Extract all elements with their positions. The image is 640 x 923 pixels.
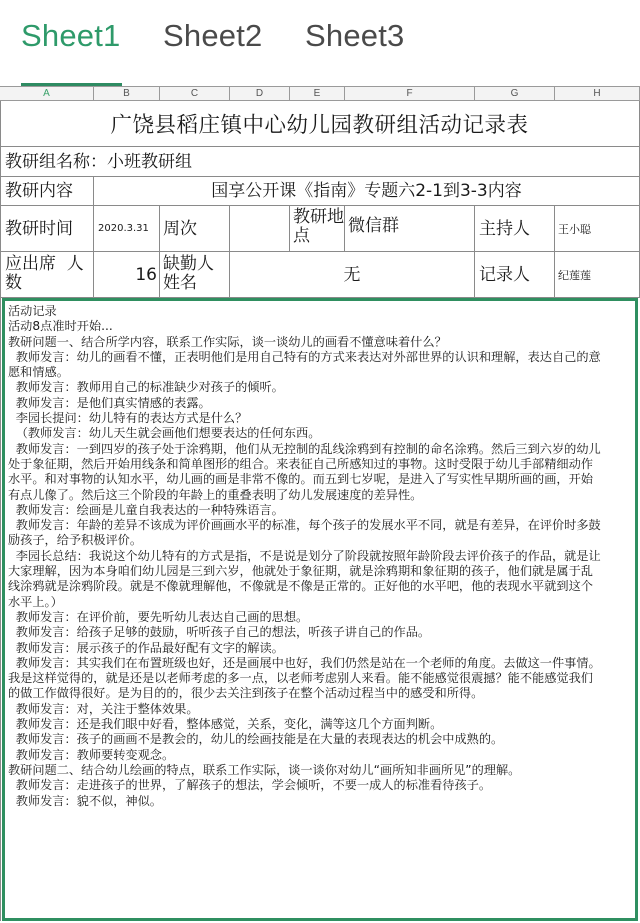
record-line: 教师发言：一到四岁的孩子处于涂鸦期，他们从无控制的乱线涂鸦到有控制的命名涂鸦。然后三到六岁的幼儿 <box>8 441 601 456</box>
attend-label-line2: 数 <box>5 273 22 293</box>
record-line: 有点儿像了。然后这三个阶段的年龄上的重叠表明了幼儿发展速度的差异性。 <box>8 487 423 502</box>
week-value-cell[interactable] <box>230 206 290 252</box>
column-header-h[interactable]: H <box>555 87 640 100</box>
week-label-cell[interactable] <box>160 206 230 252</box>
record-line: 教师发言：教师用自己的标准缺少对孩子的倾听。 <box>8 380 284 395</box>
column-header-row <box>0 86 640 101</box>
recorder-label: 记录人 <box>479 264 530 285</box>
record-line: 教师发言：给孩子足够的鼓励，听听孩子自己的想法，听孩子讲自己的作品。 <box>8 625 431 640</box>
group-name: 教研组名称：小班教研组 <box>5 151 192 172</box>
attend-value-cell[interactable] <box>94 252 160 298</box>
absent-value-cell[interactable] <box>230 252 475 298</box>
record-line: 的做工作做得很好。是为目的的，很少去关注到孩子在整个活动过程当中的感受和所得。 <box>8 686 484 701</box>
location-label-line1: 教研地 <box>293 207 344 227</box>
tab-sheet1[interactable]: Sheet1 <box>21 18 121 53</box>
record-line: 水平。和对事物的认知水平，幼儿画的画是非常不像的。而五到七岁呢，是进入了写实性早期所画的画，开始 <box>8 472 593 487</box>
record-line: 教研问题二、结合幼儿绘画的特点，联系工作实际，谈一谈你对幼儿“画所知非画所见”的理解。 <box>8 762 521 777</box>
column-header-d[interactable]: D <box>230 87 290 100</box>
host-label-cell[interactable] <box>475 206 555 252</box>
absent-label-cell[interactable] <box>160 252 230 298</box>
content-label-cell[interactable] <box>0 177 94 206</box>
host-value: 王小聪 <box>558 222 591 236</box>
host-label: 主持人 <box>479 218 530 239</box>
record-line: 我是这样觉得的，就是还是以老师考虑的多一点，以老师考虑别人来看。能不能感觉很震撼？能不能感觉我们 <box>8 671 593 686</box>
record-line: 大家理解，因为本身咱们幼儿园是三到六岁，他就处于象征期，就是涂鸦期和象征期的孩子，他们就是属于乱 <box>8 564 593 579</box>
time-label: 教研时间 <box>5 218 73 239</box>
record-line: 线涂鸦就是涂鸦阶段。就是不像就理解他，不像就是不像是正常的。正好他的水平吧，他的表现水平就到这个 <box>8 579 593 594</box>
week-label: 周次 <box>163 218 197 239</box>
location-label-line2: 点 <box>293 226 310 246</box>
location-value-cell[interactable] <box>345 206 475 252</box>
column-header-b[interactable]: B <box>94 87 160 100</box>
column-header-c[interactable]: C <box>160 87 230 100</box>
content-value-cell[interactable] <box>94 177 640 206</box>
sheet-title-cell[interactable] <box>0 101 640 147</box>
record-line: （教师发言：幼儿天生就会画他们想要表达的任何东西。 <box>8 426 321 441</box>
activity-record-cell[interactable] <box>2 298 638 921</box>
record-line: 教师发言：貌不似，神似。 <box>8 793 162 808</box>
column-header-a[interactable]: A <box>0 87 94 100</box>
record-line: 教师发言：还是我们眼中好看，整体感觉，关系，变化，满等这几个方面判断。 <box>8 717 443 732</box>
attend-label-line1: 应出席 人 <box>5 254 84 274</box>
record-line: 教师发言：幼儿的画看不懂，正表明他们是用自己特有的方式来表达对外部世界的认识和理解，表达自己的意 <box>8 349 601 364</box>
absent-label-line2: 姓名 <box>163 273 197 293</box>
record-line: 教师发言：年龄的差异不该成为评价画画水平的标准，每个孩子的发展水平不同，就是有差异，在评价时多鼓 <box>8 518 601 533</box>
sheet-tab-bar <box>0 0 640 87</box>
tab-sheet3[interactable]: Sheet3 <box>305 18 405 53</box>
record-line: 教师发言：其实我们在布置班级也好，还是画展中也好，我们仍然是站在一个老师的角度。去做这一件事情。 <box>8 655 601 670</box>
time-label-cell[interactable] <box>0 206 94 252</box>
record-line: 处于象征期，然后开始用线条和简单图形的组合。来表征自己所感知过的事物。这时受限于幼儿手部精细动作 <box>8 456 593 471</box>
record-line: 水平上。） <box>8 594 63 609</box>
record-line: 教师发言：绘画是儿童自我表达的一种特殊语言。 <box>8 502 284 517</box>
record-line: 李园长总结：我说这个幼儿特有的方式是指，不是说是划分了阶段就按照年龄阶段去评价孩子的作品，就是让 <box>8 548 601 563</box>
attend-value: 16 <box>135 264 157 285</box>
record-line: 教师发言：对，关注于整体效果。 <box>8 701 199 716</box>
record-line: 教师发言：孩子的画画不是教会的，幼儿的绘画技能是在大量的表现表达的机会中成熟的。 <box>8 732 504 747</box>
record-line: 教师发言：在评价前，要先听幼儿表达自己画的思想。 <box>8 609 309 624</box>
location-value: 微信群 <box>348 216 399 236</box>
record-line: 愿和情感。 <box>8 365 69 380</box>
absent-value: 无 <box>343 264 361 285</box>
record-line: 教研问题一、结合所学内容，联系工作实际，谈一谈幼儿的画看不懂意味着什么？ <box>8 334 447 349</box>
column-header-g[interactable]: G <box>475 87 555 100</box>
content-value: 国享公开课《指南》专题六2-1到3-3内容 <box>211 181 522 201</box>
location-label-cell[interactable] <box>290 206 345 252</box>
record-line: 教师发言：教师要转变观念。 <box>8 747 175 762</box>
record-line: 教师发言：走进孩子的世界，了解孩子的想法，学会倾听，不要一成人的标准看待孩子。 <box>8 778 492 793</box>
record-line: 励孩子，给予积极评价。 <box>8 533 143 548</box>
record-line: 教师发言：是他们真实情感的表露。 <box>8 395 211 410</box>
host-value-cell[interactable] <box>555 206 640 252</box>
time-value: 2020.3.31 <box>98 223 149 234</box>
record-line: 李园长提问：幼儿特有的表达方式是什么？ <box>8 411 248 426</box>
column-header-e[interactable]: E <box>290 87 345 100</box>
attend-label-cell[interactable] <box>0 252 94 298</box>
recorder-label-cell[interactable] <box>475 252 555 298</box>
record-line: 教师发言：展示孩子的作品最好配有文字的解读。 <box>8 640 284 655</box>
recorder-value-cell[interactable] <box>555 252 640 298</box>
content-label: 教研内容 <box>5 181 73 201</box>
absent-label-line1: 缺勤人 <box>163 254 214 274</box>
tab-sheet2[interactable]: Sheet2 <box>163 18 263 53</box>
activity-record-text <box>5 301 635 809</box>
sheet-title: 广饶县稻庄镇中心幼儿园教研组活动记录表 <box>110 113 529 138</box>
record-line: 活动8点准时开始... <box>8 319 113 334</box>
record-line: 活动记录 <box>8 304 57 318</box>
group-name-cell[interactable] <box>0 147 640 177</box>
recorder-value: 纪莲莲 <box>558 268 591 282</box>
column-header-f[interactable]: F <box>345 87 475 100</box>
time-value-cell[interactable] <box>94 206 160 252</box>
